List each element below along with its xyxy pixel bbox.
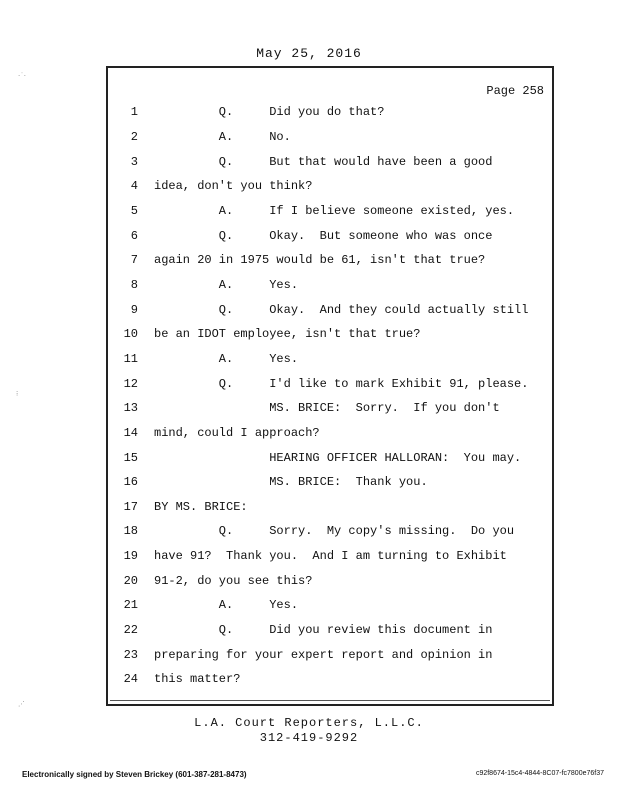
line-text: this matter? [154, 672, 241, 686]
line-number: 13 [123, 401, 138, 415]
scan-speck-icon: ⁝ [16, 390, 19, 398]
line-number: 22 [123, 623, 138, 637]
court-reporter-phone: 312-419-9292 [259, 731, 359, 745]
line-text: Q. Sorry. My copy's missing. Do you [154, 524, 515, 538]
line-number: 12 [123, 377, 138, 391]
page-number: Page 258 [486, 84, 544, 98]
transcript-line [108, 275, 552, 295]
line-number: 20 [123, 574, 138, 588]
transcript-line [108, 497, 552, 517]
line-number: 2 [130, 130, 138, 144]
line-text: idea, don't you think? [154, 179, 313, 193]
transcript-line [108, 472, 552, 492]
transcript-line [108, 620, 552, 640]
line-number: 1 [130, 105, 138, 119]
line-text: 91-2, do you see this? [154, 574, 313, 588]
transcript-line [108, 374, 552, 394]
transcript-line [108, 521, 552, 541]
line-text: MS. BRICE: Thank you. [154, 475, 428, 489]
transcript-line [108, 595, 552, 615]
line-number: 8 [130, 278, 138, 292]
line-text: A. Yes. [154, 598, 299, 612]
line-text: be an IDOT employee, isn't that true? [154, 327, 421, 341]
line-text: A. Yes. [154, 352, 299, 366]
line-number: 23 [123, 648, 138, 662]
transcript-line [108, 448, 552, 468]
line-number: 3 [130, 155, 138, 169]
transcript-line [108, 176, 552, 196]
transcript-line [108, 398, 552, 418]
transcript-line [108, 250, 552, 270]
line-text: A. If I believe someone existed, yes. [154, 204, 515, 218]
transcript-page-frame [106, 66, 554, 706]
line-number: 7 [130, 253, 138, 267]
line-number: 19 [123, 549, 138, 563]
line-text: Q. Did you do that? [154, 105, 385, 119]
line-text: A. No. [154, 130, 291, 144]
transcript-line [108, 349, 552, 369]
transcript-line [108, 152, 552, 172]
transcript-line [108, 201, 552, 221]
line-number: 17 [123, 500, 138, 514]
transcript-line [108, 423, 552, 443]
line-text: HEARING OFFICER HALLORAN: You may. [154, 451, 522, 465]
transcript-line [108, 300, 552, 320]
line-number: 21 [123, 598, 138, 612]
line-text: mind, could I approach? [154, 426, 320, 440]
transcript-line [108, 571, 552, 591]
line-number: 11 [123, 352, 138, 366]
court-reporter-name: L.A. Court Reporters, L.L.C. [194, 716, 424, 730]
line-text: preparing for your expert report and opinion in [154, 648, 493, 662]
document-hash: c92f8674-15c4-4844-8C07-fc7800e76f37 [475, 770, 604, 777]
line-text: Q. I'd like to mark Exhibit 91, please. [154, 377, 529, 391]
transcript-line [108, 669, 552, 689]
line-number: 24 [123, 672, 138, 686]
line-number: 5 [130, 204, 138, 218]
line-text: A. Yes. [154, 278, 299, 292]
line-number: 6 [130, 229, 138, 243]
line-text: have 91? Thank you. And I am turning to Exhibit [154, 549, 507, 563]
line-number: 15 [123, 451, 138, 465]
line-text: Q. Okay. But someone who was once [154, 229, 493, 243]
transcript-line [108, 324, 552, 344]
transcript-date: May 25, 2016 [256, 46, 362, 61]
line-number: 9 [130, 303, 138, 317]
line-number: 18 [123, 524, 138, 538]
line-number: 16 [123, 475, 138, 489]
line-text: Q. But that would have been a good [154, 155, 493, 169]
line-text: BY MS. BRICE: [154, 500, 248, 514]
line-number: 14 [123, 426, 138, 440]
line-text: Q. Did you review this document in [154, 623, 493, 637]
line-number: 10 [123, 327, 138, 341]
line-text: MS. BRICE: Sorry. If you don't [154, 401, 500, 415]
transcript-line [108, 546, 552, 566]
line-text: again 20 in 1975 would be 61, isn't that true? [154, 253, 486, 267]
line-text: Q. Okay. And they could actually still [154, 303, 529, 317]
transcript-line [108, 645, 552, 665]
transcript-line [108, 102, 552, 122]
scan-speck-icon: ⋰ [18, 700, 25, 708]
line-number: 4 [130, 179, 138, 193]
scan-speck-icon: ·˙· [18, 72, 26, 80]
transcript-line [108, 226, 552, 246]
electronic-signature-note: Electronically signed by Steven Brickey (601-387-281-8473) [22, 770, 247, 779]
transcript-line [108, 127, 552, 147]
